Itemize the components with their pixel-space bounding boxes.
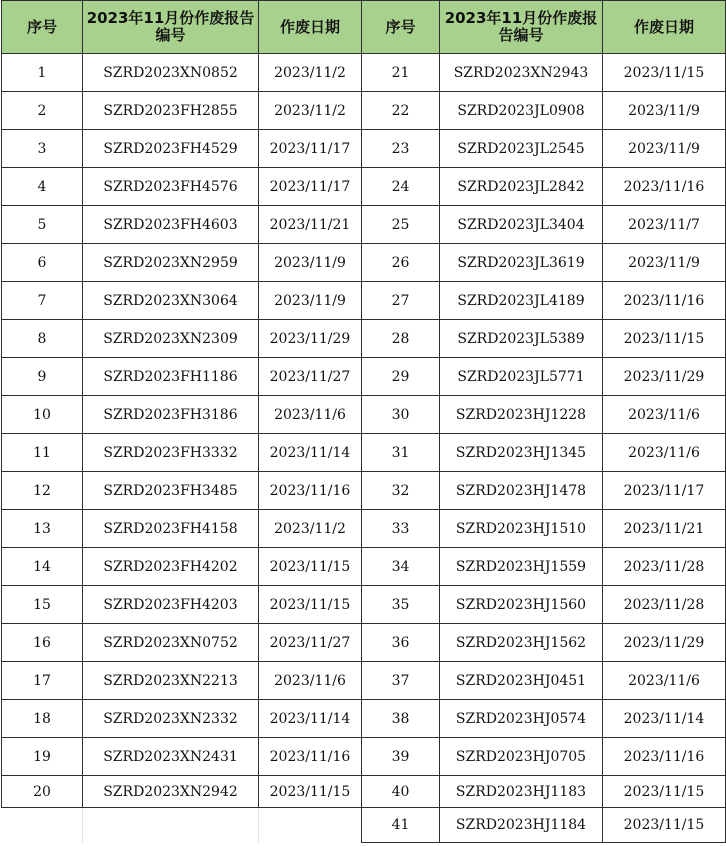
- cell-date: 2023/11/15: [603, 320, 726, 358]
- cell-date: 2023/11/6: [259, 396, 362, 434]
- cell-code: SZRD2023HJ1345: [440, 434, 603, 472]
- header-row: [2, 1, 726, 54]
- cell-seq: 7: [2, 282, 83, 320]
- cell-seq: 5: [2, 206, 83, 244]
- cell-code: SZRD2023JL2545: [440, 130, 603, 168]
- cell-seq: 4: [2, 168, 83, 206]
- table-row: [2, 586, 726, 624]
- cell-code: SZRD2023JL4189: [440, 282, 603, 320]
- cell-date: 2023/11/14: [259, 700, 362, 738]
- table-row: [2, 662, 726, 700]
- table-row: [2, 700, 726, 738]
- cell-seq: 24: [362, 168, 440, 206]
- cell-date: 2023/11/27: [259, 358, 362, 396]
- cell-date: 2023/11/28: [603, 548, 726, 586]
- table-row: [2, 168, 726, 206]
- cell-code: SZRD2023HJ1510: [440, 510, 603, 548]
- cell-code: SZRD2023FH4529: [83, 130, 259, 168]
- cell-seq: 26: [362, 244, 440, 282]
- cell-seq: 12: [2, 472, 83, 510]
- cell-date: 2023/11/14: [603, 700, 726, 738]
- cell-code: SZRD2023XN2942: [83, 776, 259, 808]
- cell-code: SZRD2023FH2855: [83, 92, 259, 130]
- cell-date: 2023/11/16: [603, 738, 726, 776]
- cell-seq: 39: [362, 738, 440, 776]
- cell-seq: 14: [2, 548, 83, 586]
- cell-date: 2023/11/15: [603, 776, 726, 808]
- cell-code: SZRD2023HJ1184: [440, 808, 603, 843]
- cell-date: 2023/11/9: [603, 130, 726, 168]
- cell-seq: 41: [362, 808, 440, 843]
- cell-code: SZRD2023JL3619: [440, 244, 603, 282]
- cell-code: SZRD2023FH4202: [83, 548, 259, 586]
- cell-seq: 3: [2, 130, 83, 168]
- cell-code: SZRD2023FH3332: [83, 434, 259, 472]
- header-date-left: 作废日期: [259, 1, 362, 54]
- table-row: [2, 130, 726, 168]
- header-code-left: 2023年11月份作废报告编号: [83, 1, 259, 54]
- cell-seq: 33: [362, 510, 440, 548]
- cell-seq: 15: [2, 586, 83, 624]
- cell-date: 2023/11/9: [259, 282, 362, 320]
- cell-date: 2023/11/15: [259, 776, 362, 808]
- table-row: [2, 548, 726, 586]
- cell-date: 2023/11/6: [259, 662, 362, 700]
- cell-date: 2023/11/17: [259, 130, 362, 168]
- cell-seq: 30: [362, 396, 440, 434]
- cell-date: 2023/11/29: [259, 320, 362, 358]
- table-row: [2, 396, 726, 434]
- table-row: [2, 808, 726, 843]
- cell-date: 2023/11/7: [603, 206, 726, 244]
- table-row: [2, 776, 726, 808]
- cell-code: SZRD2023XN2959: [83, 244, 259, 282]
- cell-date: 2023/11/21: [259, 206, 362, 244]
- header-seq-left: 序号: [2, 1, 83, 54]
- cell-seq: 10: [2, 396, 83, 434]
- cell-code: SZRD2023FH3186: [83, 396, 259, 434]
- cell-code: SZRD2023XN0752: [83, 624, 259, 662]
- cell-seq: 23: [362, 130, 440, 168]
- table-row: [2, 738, 726, 776]
- cell-date: 2023/11/6: [603, 662, 726, 700]
- cell-date: 2023/11/6: [603, 396, 726, 434]
- cell-date: 2023/11/2: [259, 92, 362, 130]
- cell-date: 2023/11/29: [603, 358, 726, 396]
- cell-code: SZRD2023XN2431: [83, 738, 259, 776]
- cell-seq: 22: [362, 92, 440, 130]
- cell-date: 2023/11/15: [259, 548, 362, 586]
- cell-date: 2023/11/2: [259, 54, 362, 92]
- cell-seq: 21: [362, 54, 440, 92]
- cell-seq: 36: [362, 624, 440, 662]
- cell-code: SZRD2023JL5389: [440, 320, 603, 358]
- cell-code: SZRD2023XN2309: [83, 320, 259, 358]
- cell-seq: 8: [2, 320, 83, 358]
- empty-cell: [2, 808, 83, 843]
- cell-seq: 29: [362, 358, 440, 396]
- cell-seq: 35: [362, 586, 440, 624]
- cell-date: 2023/11/9: [603, 244, 726, 282]
- cell-code: SZRD2023XN3064: [83, 282, 259, 320]
- cell-seq: 20: [2, 776, 83, 808]
- table-row: [2, 434, 726, 472]
- cell-date: 2023/11/9: [603, 92, 726, 130]
- table-row: [2, 244, 726, 282]
- cell-date: 2023/11/15: [603, 54, 726, 92]
- cell-date: 2023/11/16: [603, 168, 726, 206]
- header-date-right: 作废日期: [603, 1, 726, 54]
- cell-code: SZRD2023FH4603: [83, 206, 259, 244]
- table-body: [2, 54, 726, 843]
- cell-seq: 17: [2, 662, 83, 700]
- cell-code: SZRD2023XN2332: [83, 700, 259, 738]
- cell-date: 2023/11/16: [259, 472, 362, 510]
- cell-seq: 19: [2, 738, 83, 776]
- cell-date: 2023/11/15: [259, 586, 362, 624]
- cell-seq: 38: [362, 700, 440, 738]
- cell-seq: 32: [362, 472, 440, 510]
- header-code-right: 2023年11月份作废报告编号: [440, 1, 603, 54]
- cell-date: 2023/11/29: [603, 624, 726, 662]
- cell-date: 2023/11/16: [603, 282, 726, 320]
- table-row: [2, 54, 726, 92]
- cell-code: SZRD2023JL2842: [440, 168, 603, 206]
- cell-code: SZRD2023HJ0451: [440, 662, 603, 700]
- cell-code: SZRD2023HJ1559: [440, 548, 603, 586]
- cell-seq: 40: [362, 776, 440, 808]
- header-seq-right: 序号: [362, 1, 440, 54]
- cell-date: 2023/11/9: [259, 244, 362, 282]
- cell-code: SZRD2023JL5771: [440, 358, 603, 396]
- cell-code: SZRD2023FH4576: [83, 168, 259, 206]
- cell-seq: 18: [2, 700, 83, 738]
- cell-seq: 28: [362, 320, 440, 358]
- cell-code: SZRD2023JL3404: [440, 206, 603, 244]
- cell-code: SZRD2023FH3485: [83, 472, 259, 510]
- table-row: [2, 472, 726, 510]
- cell-seq: 34: [362, 548, 440, 586]
- cell-code: SZRD2023JL0908: [440, 92, 603, 130]
- cell-seq: 31: [362, 434, 440, 472]
- cell-date: 2023/11/14: [259, 434, 362, 472]
- cell-date: 2023/11/15: [603, 808, 726, 843]
- cell-date: 2023/11/16: [259, 738, 362, 776]
- cell-seq: 16: [2, 624, 83, 662]
- cell-code: SZRD2023HJ1562: [440, 624, 603, 662]
- cell-seq: 13: [2, 510, 83, 548]
- voided-reports-table: [1, 0, 726, 843]
- cell-date: 2023/11/2: [259, 510, 362, 548]
- cell-code: SZRD2023FH4158: [83, 510, 259, 548]
- table-row: [2, 92, 726, 130]
- empty-cell: [83, 808, 259, 843]
- cell-date: 2023/11/27: [259, 624, 362, 662]
- table-row: [2, 320, 726, 358]
- table-row: [2, 206, 726, 244]
- cell-seq: 1: [2, 54, 83, 92]
- cell-date: 2023/11/17: [259, 168, 362, 206]
- cell-seq: 6: [2, 244, 83, 282]
- cell-code: SZRD2023FH1186: [83, 358, 259, 396]
- cell-seq: 37: [362, 662, 440, 700]
- empty-cell: [259, 808, 362, 843]
- cell-seq: 25: [362, 206, 440, 244]
- cell-date: 2023/11/21: [603, 510, 726, 548]
- cell-code: SZRD2023FH4203: [83, 586, 259, 624]
- cell-code: SZRD2023HJ1183: [440, 776, 603, 808]
- table-row: [2, 510, 726, 548]
- cell-code: SZRD2023HJ1228: [440, 396, 603, 434]
- table-row: [2, 282, 726, 320]
- cell-date: 2023/11/6: [603, 434, 726, 472]
- cell-seq: 11: [2, 434, 83, 472]
- cell-code: SZRD2023HJ0574: [440, 700, 603, 738]
- cell-code: SZRD2023HJ0705: [440, 738, 603, 776]
- cell-seq: 2: [2, 92, 83, 130]
- table-row: [2, 624, 726, 662]
- cell-code: SZRD2023XN2943: [440, 54, 603, 92]
- cell-seq: 9: [2, 358, 83, 396]
- cell-date: 2023/11/17: [603, 472, 726, 510]
- cell-code: SZRD2023XN2213: [83, 662, 259, 700]
- cell-seq: 27: [362, 282, 440, 320]
- table-row: [2, 358, 726, 396]
- cell-code: SZRD2023XN0852: [83, 54, 259, 92]
- cell-code: SZRD2023HJ1478: [440, 472, 603, 510]
- cell-code: SZRD2023HJ1560: [440, 586, 603, 624]
- cell-date: 2023/11/28: [603, 586, 726, 624]
